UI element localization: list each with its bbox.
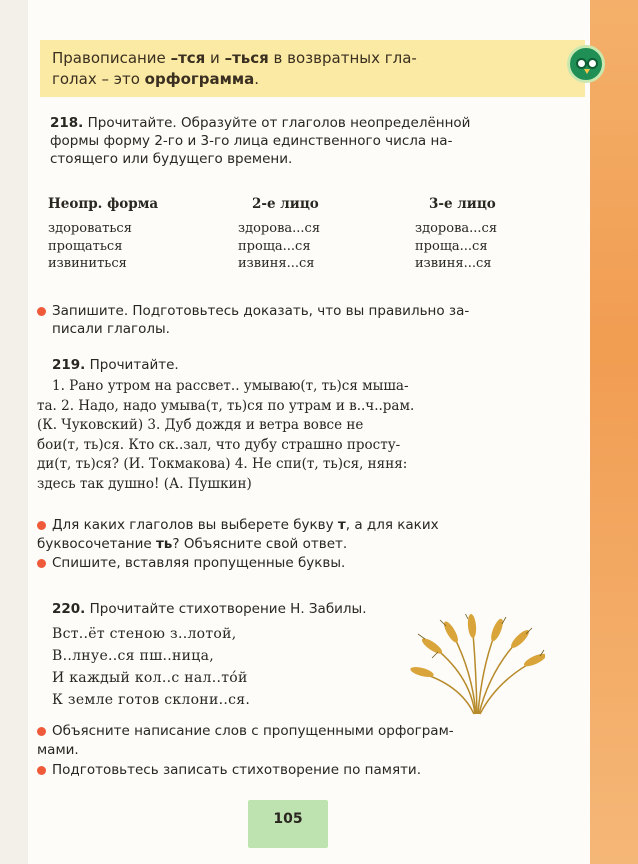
wheat-illustration — [410, 614, 545, 719]
bullet-icon — [37, 559, 46, 568]
verb-table-col-infinitive: Неопр. форма здороваться прощаться извиниться — [48, 196, 159, 271]
bullet-icon — [37, 521, 46, 530]
rule-line-2: голах – это орфограмма. — [52, 70, 260, 88]
rule-box — [40, 40, 585, 97]
bullet-icon — [37, 766, 46, 775]
ex219-question-1: Для каких глаголов вы выберете букву т, а для каких — [52, 517, 439, 533]
ex218-task: Запишите. Подготовьтесь доказать, что вы правильно за- писали глаголы. — [52, 303, 470, 337]
ex219-question-2: буквосочетание ть? Объясните свой ответ. — [37, 536, 348, 552]
verb-table-col-2nd-person: 2-е лицо здорова...ся проща...ся извиня...ся — [238, 196, 321, 271]
page-number: 105 — [248, 800, 328, 848]
ex218-instructions: 218. Прочитайте. Образуйте от глаголов неопределённой формы форму 2-го и 3-го лица единственного числа на- стоящего или будущего времени. — [50, 115, 471, 167]
owl-icon — [567, 45, 605, 83]
verb-table — [48, 196, 548, 286]
ex219-header: 219. Прочитайте. — [52, 357, 179, 373]
ex219-text: 1. Рано утром на рассвет.. умываю(т, ть)ся мыша- та. 2. Надо, надо умыва(т, ть)ся по утрам и в..ч..рам. (К. Чуковский) 3. Дуб дождя и ветра вовсе не бои(т, ть)ся. Кто ск..зал, что дубу страшно просту- ди(т, ть)ся? (И. Токмакова) 4. Не спи(т, ть)ся, няня: здесь так душно! (А. Пушкин) — [37, 378, 415, 492]
poem: Вст..ёт стеною з..лотой, В..лнуе..ся пш..ница, И каждый кол..с нал..тóй К земле готов склони..ся. — [52, 626, 251, 708]
ex220-header: 220. Прочитайте стихотворение Н. Забилы. — [52, 601, 367, 617]
bullet-icon — [37, 307, 46, 316]
bullet-icon — [37, 727, 46, 736]
ex220-task-2: Подготовьтесь записать стихотворение по памяти. — [52, 762, 422, 778]
ex220-task-1-cont: мами. — [37, 742, 79, 758]
ex219-question-3: Спишите, вставляя пропущенные буквы. — [52, 555, 346, 571]
ex220-task-1: Объясните написание слов с пропущенными орфограм- — [52, 723, 454, 739]
verb-table-col-3rd-person: 3-е лицо здорова...ся проща...ся извиня...ся — [415, 196, 498, 271]
rule-line-1: Правописание –тся и –ться в возвратных гла- — [52, 49, 417, 67]
